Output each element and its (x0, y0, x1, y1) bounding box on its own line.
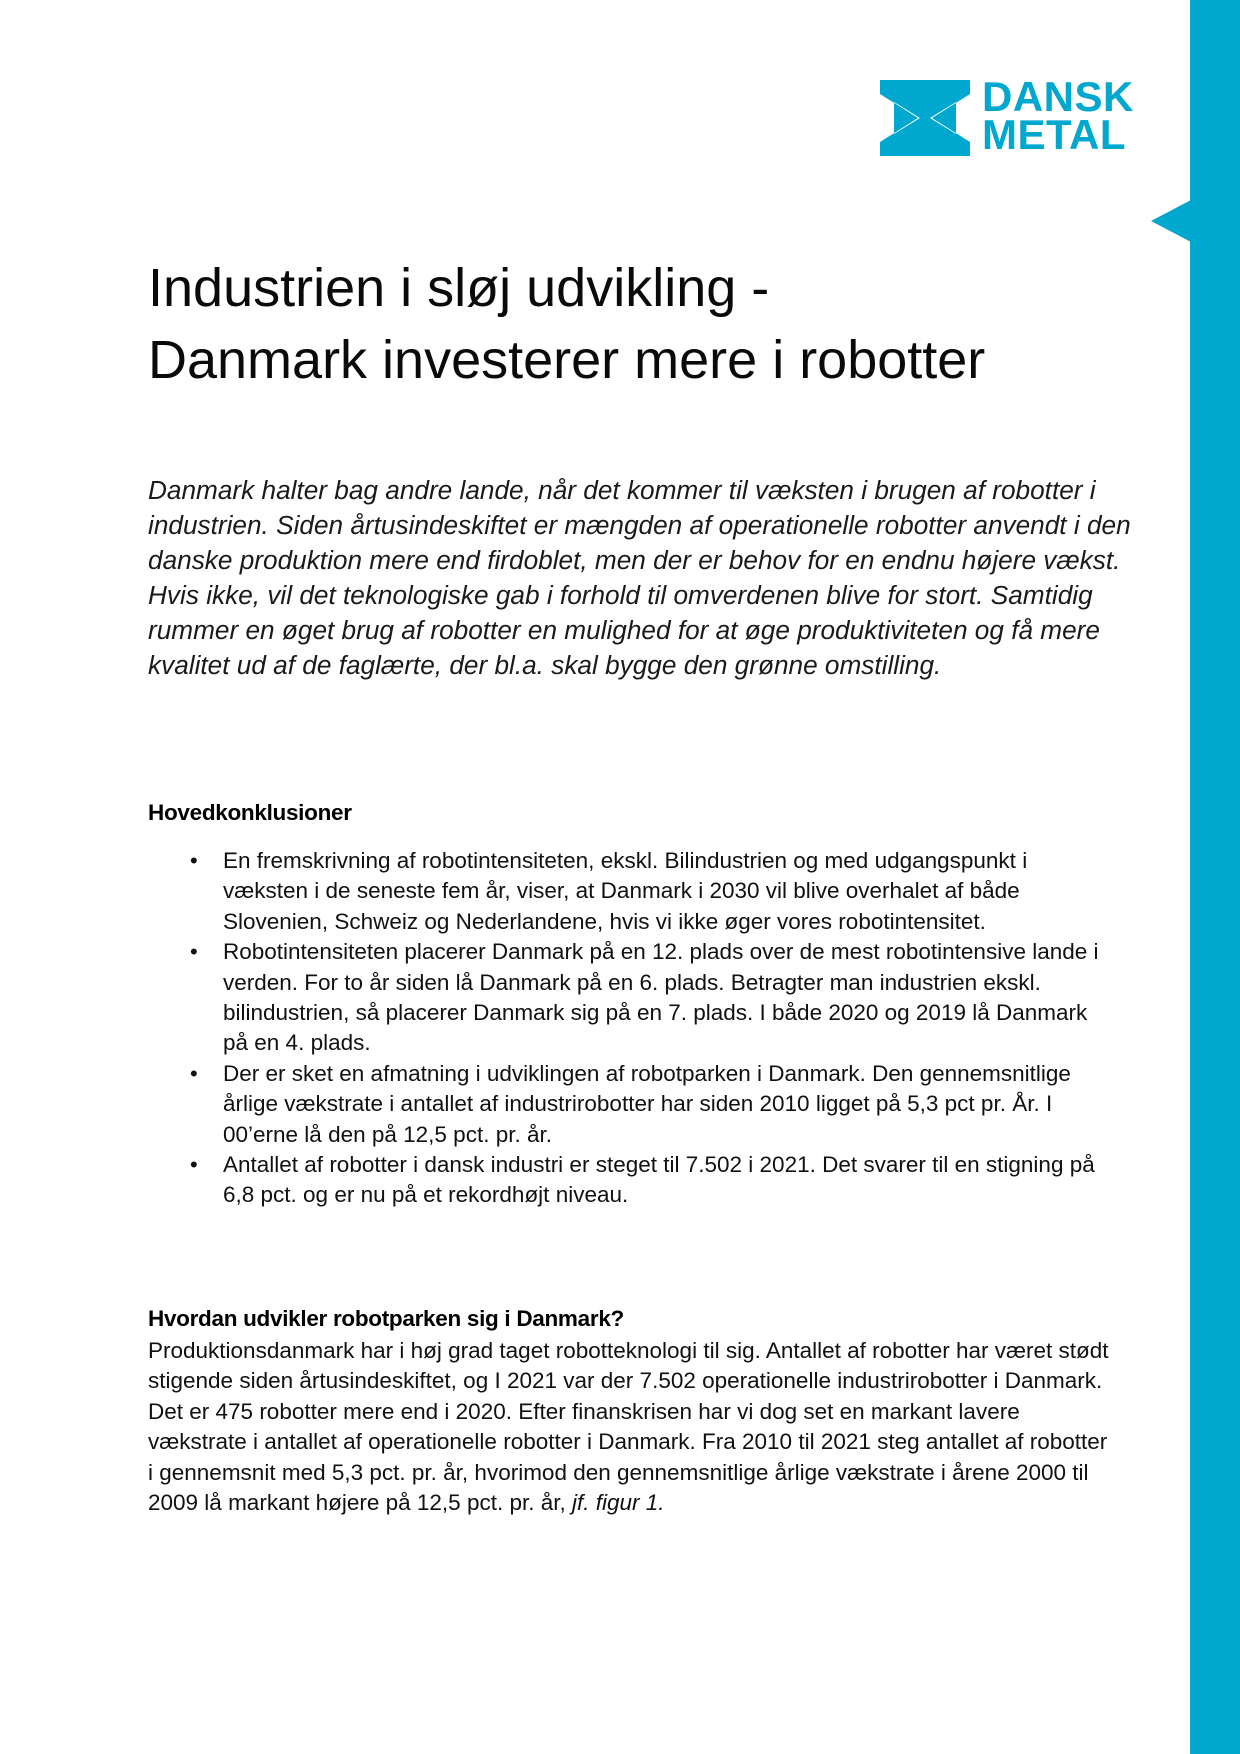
development-body: Produktionsdanmark har i høj grad taget robotteknologi til sig. Antallet af robotter har været stødt stigende siden årtusindeskiftet, og I 2021 var der 7.502 operationelle industrirobotter i Danmark. Det er 475 robotter mere end i 2020. Efter finanskrisen har vi dog set en markant lavere vækstrate i antallet af operationelle robotter i Danmark. Fra 2010 til 2021 steg antallet af robotter i gennemsnit med 5,3 pct. pr. år, hvorimod den gennemsnitlige årlige vækstrate i årene 2000 til 2009 lå markant højere på 12,5 pct. pr. år, (148, 1338, 1109, 1516)
bullet-marker: • (190, 1152, 198, 1178)
logo-line-1: DANSK (982, 73, 1134, 120)
bullet-marker: • (190, 1060, 198, 1086)
logo-line-2: METAL (982, 111, 1127, 158)
page-title (148, 252, 1148, 396)
list-item (148, 1150, 1118, 1211)
bullet-marker: • (190, 939, 198, 965)
list-item (148, 937, 1118, 1059)
conclusions-list (148, 846, 1118, 1211)
intro-paragraph: Danmark halter bag andre lande, når det kommer til væksten i brugen af robotter i industrien. Siden årtusindeskiftet er mængden af operationelle robotter anvendt i den danske produktion mere end firdoblet, men der er behov for en endnu højere vækst. Hvis ikke, vil det teknologiske gab i forhold til omverdenen blive for stort. Samtidig rummer en øget brug af robotter en mulighed for at øge produktiviteten og få mere kvalitet ud af de faglærte, der bl.a. skal bygge den grønne omstilling. (148, 475, 1131, 680)
dansk-metal-logo (880, 73, 1140, 158)
development-heading: Hvordan udvikler robotparken sig i Danmark? (148, 1306, 624, 1331)
figure-reference: jf. figur 1. (572, 1490, 665, 1516)
title-line-2: Danmark investerer mere i robotter (148, 330, 986, 390)
bullet-marker: • (190, 848, 198, 873)
list-item (148, 846, 1118, 937)
list-item-text: Antallet af robotter i dansk industri er steget til 7.502 i 2021. Det svarer til en stigning på 6,8 pct. og er nu på et rekordhøjt niveau. (223, 1152, 1095, 1208)
side-accent-bar (1190, 0, 1240, 1754)
conclusions-heading: Hovedkonklusioner (148, 800, 352, 825)
logo-wordmark (982, 73, 1134, 158)
list-item-text: En fremskrivning af robotintensiteten, ekskl. Bilindustrien og med udgangspunkt i væksten i de seneste fem år, viser, at Danmark i 2030 vil blive overhalet af både Slovenien, Schweiz og Nederlandene, hvis vi ikke øger vores robotintensitet. (223, 848, 1028, 934)
dansk-metal-mark-icon (880, 80, 970, 156)
development-paragraph (148, 1336, 1118, 1518)
list-item-text: Der er sket en afmatning i udviklingen af robotparken i Danmark. Den gennemsnitlige årlige vækstrate i antallet af industrirobotter har siden 2010 ligget på 5,3 pct pr. År. I 00’erne lå den på 12,5 pct. pr. år. (223, 1060, 1071, 1147)
list-item (148, 1059, 1118, 1150)
title-line-1: Industrien i sløj udvikling - (148, 258, 770, 318)
side-accent-notch (1151, 200, 1191, 242)
list-item-text: Robotintensiteten placerer Danmark på en 12. plads over de mest robotintensive lande i verden. For to år siden lå Danmark på en 6. plads. Betragter man industrien ekskl. bilindustrien, så placerer Danmark sig på en 7. plads. I både 2020 og 2019 lå Danmark på en 4. plads. (223, 939, 1099, 1056)
